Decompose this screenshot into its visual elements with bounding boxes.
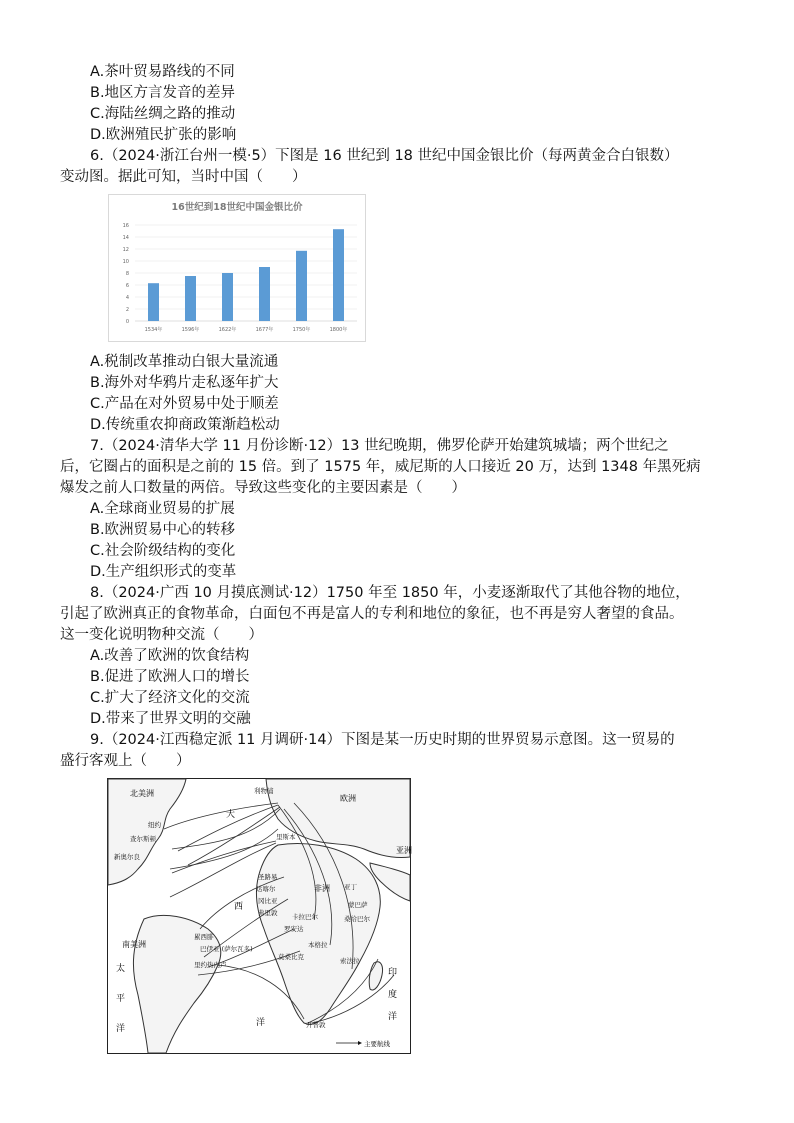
gambia-label: 冈比亚 <box>258 897 278 905</box>
y-tick-label: 10 <box>122 259 129 265</box>
south-america-label: 南美洲 <box>122 940 146 949</box>
africa-land <box>257 844 381 1025</box>
x-tick-label: 1750年 <box>292 327 311 333</box>
new-orleans-label: 新奥尔良 <box>114 853 140 861</box>
atlantic-yang-label: 洋 <box>256 1018 266 1028</box>
madagascar-land <box>369 962 382 990</box>
q6-option-d[interactable]: D.传统重农抑商政策渐趋松动 <box>90 417 280 433</box>
q7-option-b[interactable]: B.欧洲贸易中心的转移 <box>90 522 236 538</box>
dakar-label: 达喀尔 <box>256 885 276 893</box>
y-tick-label: 12 <box>122 247 129 253</box>
y-tick-label: 6 <box>125 283 129 289</box>
indian-du-label: 度 <box>388 990 398 1000</box>
q8-stem-line1: 8.（2024·广西 10 月摸底测试·12）1750 年至 1850 年，小麦逐渐取代了其他谷物的地位， <box>90 585 690 601</box>
rio-label: 里约热内卢 <box>194 961 227 969</box>
sofala-label: 索法拉 <box>340 957 360 965</box>
q5-option-a[interactable]: A.茶叶贸易路线的不同 <box>90 64 235 80</box>
q8-option-c[interactable]: C.扩大了经济文化的交流 <box>90 690 250 706</box>
x-tick-label: 1534年 <box>144 327 163 333</box>
x-tick-label: 1800年 <box>329 327 348 333</box>
salvador-label: 巴伊亚 (萨尔瓦多) <box>200 945 253 953</box>
luanda-label: 罗安达 <box>284 925 304 933</box>
q8-stem-line2: 引起了欧洲真正的食物革命，白面包不再是富人的专利和地位的象征，也不再是穷人奢望的食品。 <box>60 606 684 622</box>
benguela-label: 本格拉 <box>308 941 328 949</box>
q6-option-c[interactable]: C.产品在对外贸易中处于顺差 <box>90 396 279 412</box>
q5-option-b[interactable]: B.地区方言发音的差异 <box>90 85 236 101</box>
cape-town-label: 开普敦 <box>306 1021 326 1029</box>
q7-stem-line2: 后，它圈占的面积是之前的 15 倍。到了 1575 年，威尼斯的人口接近 20 万，达到 1348 年黑死病 <box>60 459 701 475</box>
liverpool-label: 利物浦 <box>254 787 274 795</box>
mozambique-label: 莫桑比克 <box>278 953 304 961</box>
q9-stem-line2: 盛行客观上（ ） <box>60 753 191 769</box>
atlantic-da-label: 大 <box>226 810 236 820</box>
north-america-label: 北美洲 <box>130 789 154 798</box>
x-tick-label: 1622年 <box>218 327 237 333</box>
y-tick-label: 0 <box>125 319 129 325</box>
calabar-label: 卡拉巴尔 <box>292 913 318 921</box>
x-tick-label: 1596年 <box>181 327 200 333</box>
bar-1534年 <box>148 283 159 321</box>
indian-yin-label: 印 <box>388 968 398 978</box>
lisbon-label: 里斯本 <box>276 833 296 841</box>
q7-option-a[interactable]: A.全球商业贸易的扩展 <box>90 501 235 517</box>
saint-louis-label: 圣路易 <box>258 873 278 881</box>
q8-option-b[interactable]: B.促进了欧洲人口的增长 <box>90 669 250 685</box>
new-york-label: 纽约 <box>148 821 161 829</box>
legend-label: 主要航线 <box>364 1040 390 1048</box>
charleston-label: 查尔斯顿 <box>130 835 156 843</box>
q7-option-d[interactable]: D.生产组织形式的变革 <box>90 564 237 580</box>
indian-yang-label: 洋 <box>388 1012 398 1022</box>
y-tick-label: 16 <box>122 223 129 229</box>
q7-stem-line1: 7.（2024·清华大学 11 月份诊断·12）13 世纪晚期，佛罗伦萨开始建筑城墙；两个世纪之 <box>90 438 669 454</box>
aden-label: 亚丁 <box>344 883 357 891</box>
q8-stem-line3: 这一变化说明物种交流（ ） <box>60 627 263 643</box>
freetown-label: 弗里敦 <box>258 909 278 917</box>
y-tick-label: 14 <box>122 235 129 241</box>
q7-stem-line3: 爆发之前人口数量的两倍。导致这些变化的主要因素是（ ） <box>60 480 466 496</box>
africa-label: 非洲 <box>314 884 330 893</box>
q9-stem-line1: 9.（2024·江西稳定派 11 月调研·14）下图是某一历史时期的世界贸易示意图。这一贸易的 <box>90 732 675 748</box>
europe-label: 欧洲 <box>340 794 356 803</box>
gold-silver-ratio-chart <box>108 194 366 342</box>
pernambuco-label: 累西腓 <box>194 933 214 941</box>
pacific-ping-label: 平 <box>116 994 126 1004</box>
q7-option-c[interactable]: C.社会阶级结构的变化 <box>90 543 236 559</box>
asia-label: 亚洲 <box>396 846 412 855</box>
zanzibar-label: 桑给巴尔 <box>344 915 370 923</box>
world-trade-map <box>107 778 411 1054</box>
pacific-yang-label: 洋 <box>116 1024 126 1034</box>
q8-option-d[interactable]: D.带来了世界文明的交融 <box>90 711 251 727</box>
map-legend <box>336 1039 391 1048</box>
q5-option-c[interactable]: C.海陆丝绸之路的推动 <box>90 106 236 122</box>
trade-map-svg <box>108 779 410 1053</box>
atlantic-xi-label: 西 <box>234 902 244 912</box>
q6-option-b[interactable]: B.海外对华鸦片走私逐年扩大 <box>90 375 279 391</box>
x-tick-label: 1677年 <box>255 327 274 333</box>
bar-1677年 <box>259 267 270 321</box>
chart-title: 16世纪到18世纪中国金银比价 <box>171 202 303 213</box>
bar-1750年 <box>296 251 307 321</box>
pacific-tai-label: 太 <box>116 964 126 974</box>
y-tick-label: 4 <box>125 295 129 301</box>
q6-option-a[interactable]: A.税制改革推动白银大量流通 <box>90 354 279 370</box>
bar-chart-svg <box>109 195 365 341</box>
bar-1800年 <box>333 229 344 321</box>
y-tick-label: 2 <box>125 307 129 313</box>
q5-option-d[interactable]: D.欧洲殖民扩张的影响 <box>90 127 237 143</box>
q6-stem-line2: 变动图。据此可知，当时中国（ ） <box>60 169 307 185</box>
q6-stem-line1: 6.（2024·浙江台州一模·5）下图是 16 世纪到 18 世纪中国金银比价（每两黄金合白银数） <box>90 148 679 164</box>
bar-1622年 <box>222 273 233 321</box>
q8-option-a[interactable]: A.改善了欧洲的饮食结构 <box>90 648 250 664</box>
y-tick-label: 8 <box>125 271 129 277</box>
bar-1596年 <box>185 276 196 321</box>
mombasa-label: 蒙巴萨 <box>348 901 368 909</box>
